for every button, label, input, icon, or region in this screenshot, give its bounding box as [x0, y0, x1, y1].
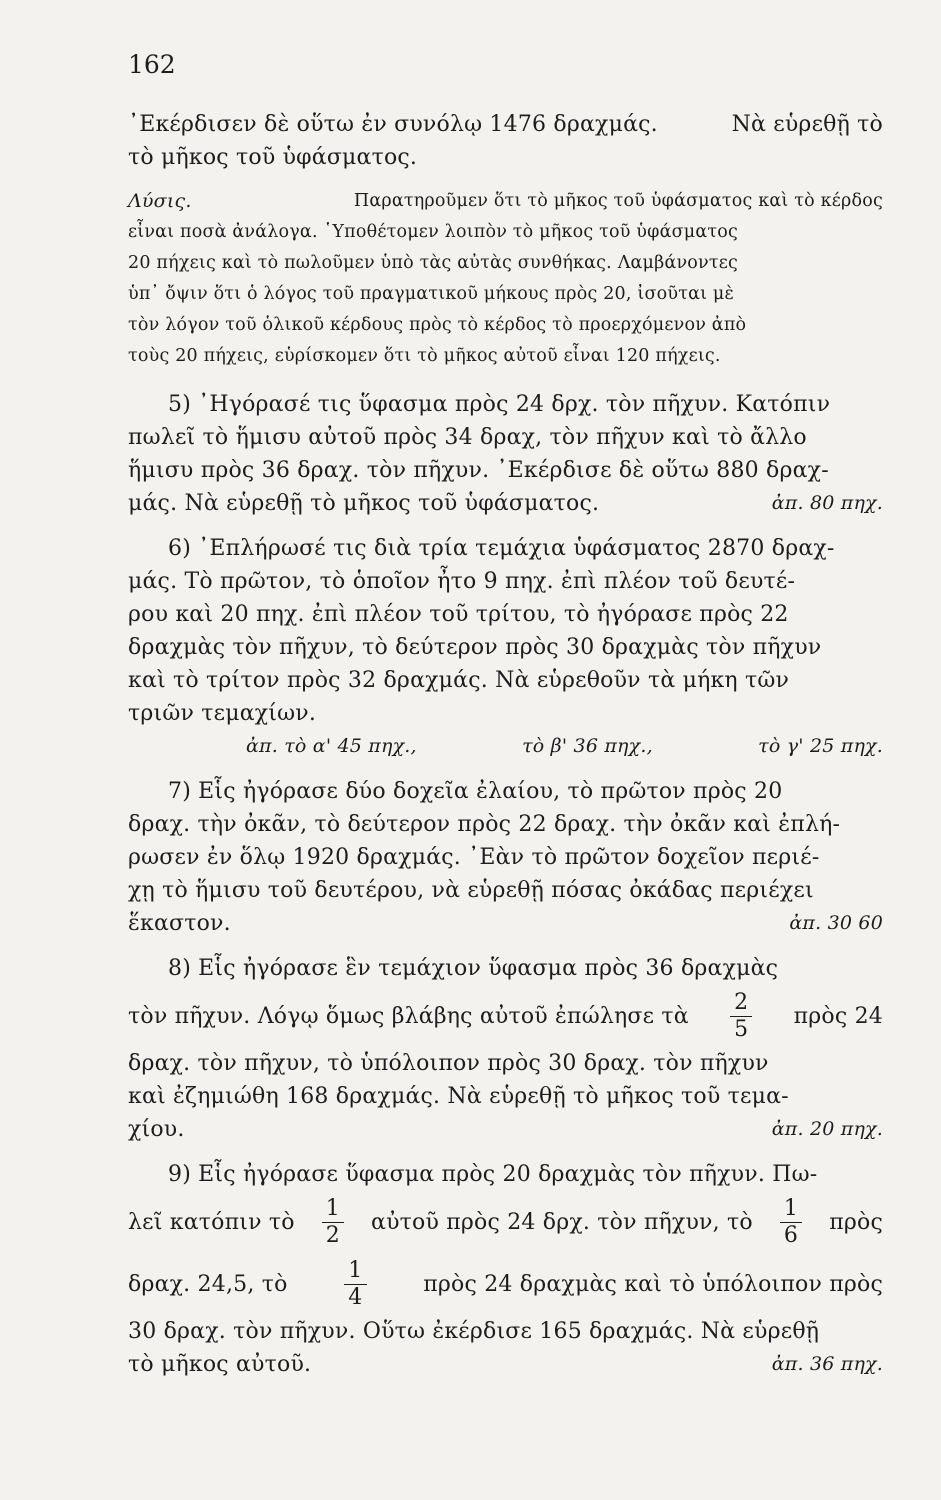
answer: ἀπ. 80 πηχ. [771, 492, 883, 514]
problem-6-line: δραχμὰς τὸν πῆχυν, τὸ δεύτερον πρὸς 30 δραχμὰς τὸν πῆχυν [128, 635, 822, 660]
fraction-numerator: 1 [344, 1260, 366, 1285]
problem-9-line: 30 δραχ. τὸν πῆχυν. Οὕτω ἐκέρδισε 165 δραχμάς. Νὰ εὑρεθῇ [128, 1319, 820, 1344]
text-span: τὸ μῆκος τοῦ ὑφάσματος. [128, 145, 418, 170]
problem-5-line: 5) ᾿Ηγόρασέ τις ὕφασμα πρὸς 24 δρχ. τὸν πῆχυν. Κατόπιν [168, 392, 831, 417]
page-body [128, 108, 883, 1381]
fraction [780, 1195, 802, 1248]
problem-9-line [128, 1191, 883, 1253]
text-span: τὸν πῆχυν. Λόγῳ ὅμως βλάβης αὐτοῦ ἐπώλησε τὰ [128, 1003, 689, 1029]
text-span: λεῖ κατόπιν τὸ [128, 1209, 295, 1235]
problem-6-line: μάς. Τὸ πρῶτον, τὸ ὁποῖον ἦτο 9 πηχ. ἐπὶ πλέον τοῦ δευτέ- [128, 569, 796, 594]
text-span: μάς. Νὰ εὑρεθῇ τὸ μῆκος τοῦ ὑφάσματος. [128, 491, 600, 516]
text-span: ᾿Εκέρδισεν δὲ οὕτω ἐν συνόλῳ 1476 δραχμάς. [128, 112, 658, 137]
problem-6-line: ρου καὶ 20 πηχ. ἐπὶ πλέον τοῦ τρίτου, τὸ ἠγόρασε πρὸς 22 [128, 602, 789, 627]
problem-8-line: δραχ. τὸν πῆχυν, τὸ ὑπόλοιπον πρὸς 30 δραχ. τὸν πῆχυν [128, 1051, 769, 1076]
answer-line [128, 730, 883, 763]
problem-9-line: 9) Εἷς ἠγόρασε ὕφασμα πρὸς 20 δραχμὰς τὸν πῆχυν. Πω- [168, 1162, 818, 1187]
fraction-denominator: 4 [348, 1284, 363, 1310]
page-number: 162 [128, 50, 176, 79]
text-span: αὐτοῦ πρὸς 24 δρχ. τὸν πῆχυν, τὸ [371, 1209, 753, 1235]
solution-line: εἶναι ποσὰ ἀνάλογα. ῾Υποθέτομεν λοιπὸν τὸ μῆκος τοῦ ὑφάσματος [128, 222, 738, 242]
answer: ἀπ. τὸ α' 45 πηχ., [246, 735, 417, 757]
fraction-numerator: 1 [322, 1198, 344, 1223]
text-line [128, 108, 883, 141]
solution-line [128, 186, 883, 217]
problem-6-line: 6) ᾿Επλήρωσέ τις διὰ τρία τεμάχια ὑφάσματος 2870 δραχ- [168, 536, 835, 561]
text-span: Παρατηροῦμεν ὅτι τὸ μῆκος τοῦ ὑφάσματος καὶ τὸ κέρδος [353, 191, 883, 211]
fraction-denominator: 6 [783, 1222, 799, 1248]
fraction-numerator: 2 [730, 992, 752, 1017]
text-span: πρὸς 24 δραχμὰς καὶ τὸ ὑπόλοιπον πρὸς [423, 1271, 883, 1297]
problem-8-line: καὶ ἐζημιώθη 168 δραχμάς. Νὰ εὑρεθῇ τὸ μῆκος τοῦ τεμα- [128, 1084, 789, 1109]
text-span: πρὸς [829, 1209, 883, 1235]
text-span: Νὰ εὑρεθῇ τὸ [731, 112, 883, 137]
fraction-numerator: 1 [780, 1198, 802, 1223]
problem-8-line [128, 1113, 883, 1146]
problem-6-line: καὶ τὸ τρίτον πρὸς 32 δραχμάς. Νὰ εὑρεθοῦν τὰ μήκη τῶν [128, 668, 790, 693]
problem-5-line: πωλεῖ τὸ ἥμισυ αὐτοῦ πρὸς 34 δραχ, τὸν πῆχυν καὶ τὸ ἄλλο [128, 425, 807, 450]
problem-9-line [128, 1253, 883, 1315]
problem-6-line: τριῶν τεμαχίων. [128, 701, 317, 726]
fraction-denominator: 5 [734, 1016, 749, 1042]
solution-line: τὸν λόγον τοῦ ὁλικοῦ κέρδους πρὸς τὸ κέρδος τὸ προερχόμενον ἀπὸ [128, 315, 747, 335]
answer: ἀπ. 30 60 [789, 912, 883, 934]
problem-7-line: δραχ. τὴν ὀκᾶν, τὸ δεύτερον πρὸς 22 δραχ. τὴν ὀκᾶν καὶ ἐπλή- [128, 812, 841, 837]
problem-5-line [128, 487, 883, 520]
solution-line: τοὺς 20 πήχεις, εὑρίσκομεν ὅτι τὸ μῆκος αὐτοῦ εἶναι 120 πήχεις. [128, 346, 721, 366]
text-line [128, 141, 883, 174]
problem-7-line: χῃ τὸ ἥμισυ τοῦ δευτέρου, νὰ εὑρεθῇ πόσας ὀκάδας περιέχει [128, 878, 814, 903]
text-span: δραχ. 24,5, τὸ [128, 1271, 288, 1297]
problem-7-line: 7) Εἷς ἠγόρασε δύο δοχεῖα ἐλαίου, τὸ πρῶτον πρὸς 20 [168, 779, 783, 804]
fraction-denominator: 2 [325, 1222, 340, 1248]
problem-7-line: ρωσεν ἐν ὅλῳ 1920 δραχμάς. ᾿Εὰν τὸ πρῶτον δοχεῖον περιέ- [128, 845, 820, 870]
answer: τὸ β' 36 πηχ., [522, 735, 653, 757]
problem-9-line [128, 1348, 883, 1381]
solution-line: ὑπ᾿ ὄψιν ὅτι ὁ λόγος τοῦ πραγματικοῦ μήκους πρὸς 20, ἰσοῦται μὲ [128, 284, 735, 304]
text-span: πρὸς 24 [793, 1003, 883, 1029]
answer: ἀπ. 36 πηχ. [771, 1353, 883, 1375]
problem-8-line [128, 985, 883, 1047]
problem-8-line: 8) Εἷς ἠγόρασε ἓν τεμάχιον ὕφασμα πρὸς 36 δραχμὰς [168, 956, 779, 981]
fraction [344, 1257, 366, 1310]
problem-5-line: ἥμισυ πρὸς 36 δραχ. τὸν πῆχυν. ᾿Εκέρδισε δὲ οὕτω 880 δραχ- [128, 458, 829, 483]
text-span: ἕκαστον. [128, 911, 231, 936]
answer: τὸ γ' 25 πηχ. [758, 735, 883, 757]
fraction [322, 1195, 344, 1248]
text-span: χίου. [128, 1117, 185, 1142]
fraction [730, 989, 752, 1042]
solution-line: 20 πήχεις καὶ τὸ πωλοῦμεν ὑπὸ τὰς αὐτὰς συνθήκας. Λαμβάνοντες [128, 253, 739, 273]
answer: ἀπ. 20 πηχ. [771, 1118, 883, 1140]
text-span: τὸ μῆκος αὐτοῦ. [128, 1352, 312, 1377]
solution-label: Λύσις. [128, 190, 192, 212]
problem-7-line [128, 907, 883, 940]
